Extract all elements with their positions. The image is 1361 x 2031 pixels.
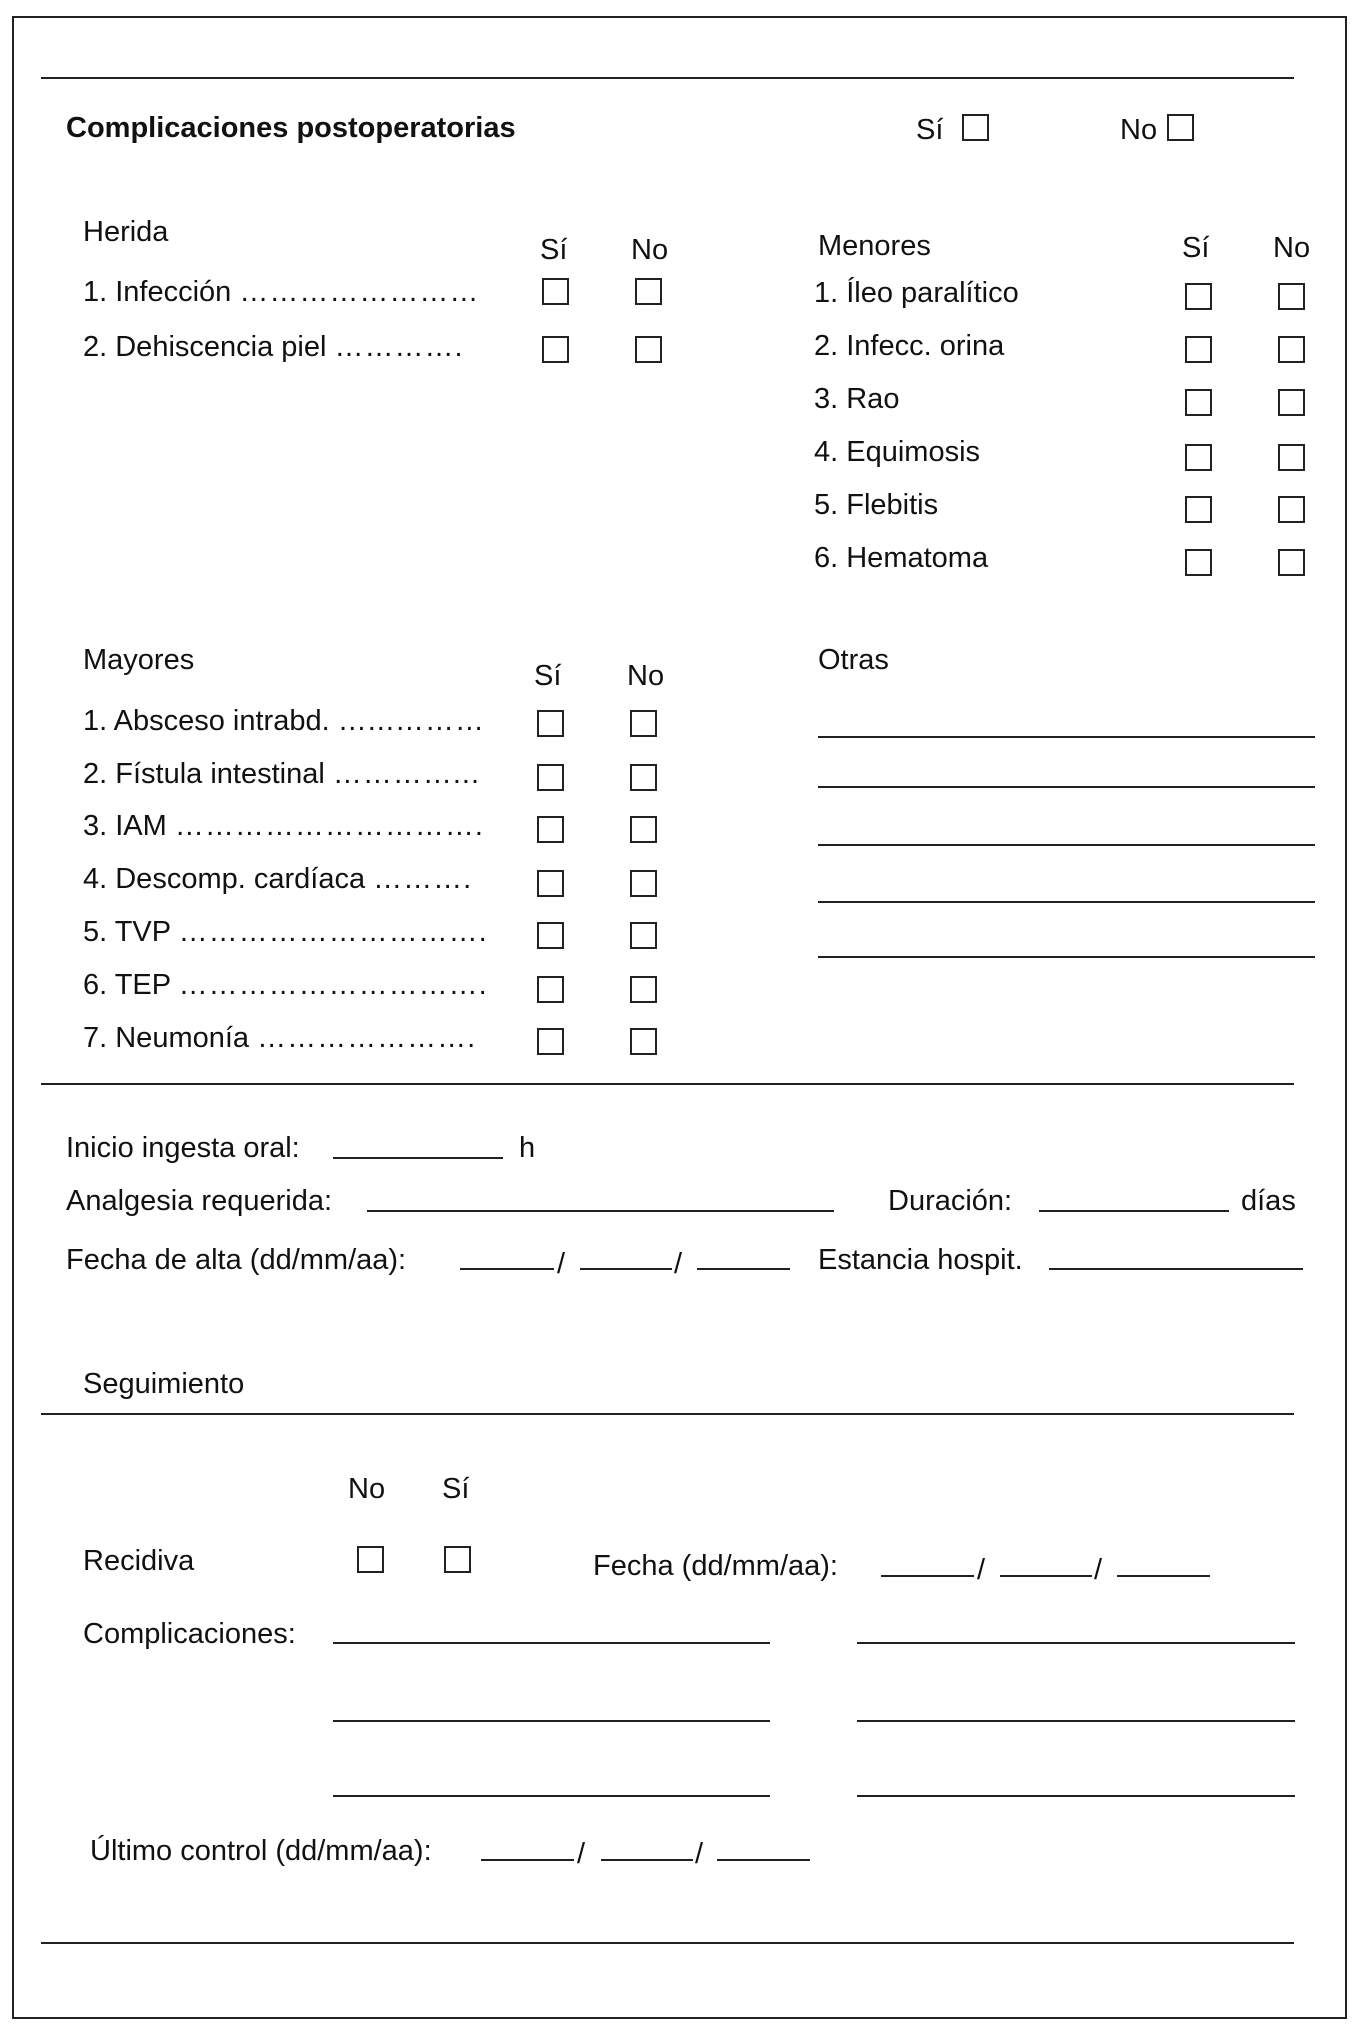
- mayores-iam-si-checkbox[interactable]: [537, 816, 564, 843]
- mayores-item-text: 7. Neumonía: [83, 1022, 250, 1054]
- ultimo-control-day-line[interactable]: [481, 1859, 574, 1861]
- mayores-descomp-no-checkbox[interactable]: [630, 870, 657, 897]
- mayores-neumonia-si-checkbox[interactable]: [537, 1028, 564, 1055]
- complicaciones-input-line[interactable]: [333, 1720, 770, 1722]
- mayores-item-label: [83, 865, 472, 894]
- mayores-item-text: 5. TVP: [83, 916, 171, 948]
- mayores-fistula-si-checkbox[interactable]: [537, 764, 564, 791]
- header-si-checkbox[interactable]: [962, 114, 989, 141]
- menores-no-header: No: [1273, 232, 1311, 264]
- seguimiento-si-header: Sí: [442, 1473, 470, 1505]
- recidiva-fecha-year-line[interactable]: [1117, 1575, 1210, 1577]
- menores-flebitis-si-checkbox[interactable]: [1185, 496, 1212, 523]
- herida-no-header: No: [631, 234, 669, 266]
- ultimo-control-label: Último control (dd/mm/aa):: [90, 1835, 432, 1867]
- mayores-item-leader: ………………………….: [178, 916, 488, 948]
- mayores-item-text: 6. TEP: [83, 969, 171, 1001]
- complicaciones-input-line[interactable]: [333, 1642, 770, 1644]
- mayores-descomp-si-checkbox[interactable]: [537, 870, 564, 897]
- otras-input-line[interactable]: [818, 844, 1315, 846]
- recidiva-fecha-label: Fecha (dd/mm/aa):: [593, 1550, 838, 1582]
- complicaciones-input-line[interactable]: [857, 1642, 1295, 1644]
- herida-infeccion-si-checkbox[interactable]: [542, 278, 569, 305]
- analgesia-input-line[interactable]: [367, 1210, 834, 1212]
- herida-item-text: 2. Dehiscencia piel: [83, 331, 327, 363]
- fecha-alta-day-line[interactable]: [460, 1268, 554, 1270]
- mayores-item-text: 3. IAM: [83, 810, 167, 842]
- herida-si-header: Sí: [540, 234, 568, 266]
- date-separator: /: [674, 1248, 683, 1280]
- menores-infecc-orina-no-checkbox[interactable]: [1278, 336, 1305, 363]
- date-separator: /: [1094, 1554, 1103, 1586]
- herida-item-text: 1. Infección: [83, 276, 232, 308]
- mayores-item-leader: …………...: [332, 758, 481, 790]
- seguimiento-no-header: No: [348, 1473, 386, 1505]
- menores-item-label: 5. Flebitis: [814, 489, 939, 521]
- herida-infeccion-no-checkbox[interactable]: [635, 278, 662, 305]
- mayores-no-header: No: [627, 660, 665, 692]
- otras-title: Otras: [818, 644, 889, 676]
- header-no-label: No: [1120, 114, 1158, 146]
- duracion-unit: días: [1241, 1185, 1296, 1217]
- mayores-item-label: [83, 812, 484, 841]
- header-no-checkbox[interactable]: [1167, 114, 1194, 141]
- date-separator: /: [557, 1248, 566, 1280]
- otras-input-line[interactable]: [818, 956, 1315, 958]
- menores-item-label: 2. Infecc. orina: [814, 330, 1005, 362]
- menores-item-label: 3. Rao: [814, 383, 900, 415]
- mayores-iam-no-checkbox[interactable]: [630, 816, 657, 843]
- mayores-tep-no-checkbox[interactable]: [630, 976, 657, 1003]
- form-title: Complicaciones postoperatorias: [66, 112, 516, 144]
- form-frame: [12, 16, 1347, 2019]
- date-separator: /: [577, 1838, 586, 1870]
- ultimo-control-year-line[interactable]: [717, 1859, 810, 1861]
- date-separator: /: [695, 1838, 704, 1870]
- complicaciones-input-line[interactable]: [857, 1795, 1295, 1797]
- fecha-alta-month-line[interactable]: [580, 1268, 672, 1270]
- menores-rao-si-checkbox[interactable]: [1185, 389, 1212, 416]
- top-divider: [41, 77, 1294, 79]
- seguimiento-divider: [41, 1413, 1294, 1415]
- duracion-input-line[interactable]: [1039, 1210, 1229, 1212]
- mayores-item-label: [83, 918, 488, 947]
- mayores-item-leader: …...………: [337, 705, 485, 737]
- menores-equimosis-si-checkbox[interactable]: [1185, 444, 1212, 471]
- menores-item-label: 1. Íleo paralítico: [814, 277, 1019, 309]
- ultimo-control-month-line[interactable]: [601, 1859, 693, 1861]
- mayores-item-leader: ………………………….: [178, 969, 488, 1001]
- mayores-item-leader: ……….: [373, 863, 473, 895]
- menores-si-header: Sí: [1182, 232, 1210, 264]
- mayores-tvp-no-checkbox[interactable]: [630, 922, 657, 949]
- recidiva-no-checkbox[interactable]: [357, 1546, 384, 1573]
- section-divider: [41, 1083, 1294, 1085]
- menores-rao-no-checkbox[interactable]: [1278, 389, 1305, 416]
- herida-item-leader: ………….: [334, 331, 464, 363]
- recidiva-fecha-day-line[interactable]: [881, 1575, 974, 1577]
- mayores-title: Mayores: [83, 644, 195, 676]
- estancia-input-line[interactable]: [1049, 1268, 1303, 1270]
- otras-input-line[interactable]: [818, 736, 1315, 738]
- estancia-label: Estancia hospit.: [818, 1244, 1023, 1276]
- analgesia-label: Analgesia requerida:: [66, 1185, 333, 1217]
- mayores-si-header: Sí: [534, 660, 562, 692]
- mayores-item-label: [83, 971, 488, 1000]
- menores-equimosis-no-checkbox[interactable]: [1278, 444, 1305, 471]
- menores-item-label: 6. Hematoma: [814, 542, 989, 574]
- otras-input-line[interactable]: [818, 901, 1315, 903]
- mayores-item-label: [83, 1024, 476, 1053]
- herida-item-leader: ……………………: [239, 276, 480, 308]
- mayores-tvp-si-checkbox[interactable]: [537, 922, 564, 949]
- mayores-item-leader: ………………………….: [174, 810, 484, 842]
- ingesta-input-line[interactable]: [333, 1157, 503, 1159]
- mayores-neumonia-no-checkbox[interactable]: [630, 1028, 657, 1055]
- duracion-label: Duración:: [888, 1185, 1013, 1217]
- ingesta-unit: h: [519, 1132, 536, 1164]
- menores-item-label: 4. Equimosis: [814, 436, 981, 468]
- seguimiento-title: Seguimiento: [83, 1368, 245, 1400]
- herida-dehiscencia-si-checkbox[interactable]: [542, 336, 569, 363]
- herida-dehiscencia-no-checkbox[interactable]: [635, 336, 662, 363]
- mayores-absceso-si-checkbox[interactable]: [537, 710, 564, 737]
- fecha-alta-label: Fecha de alta (dd/mm/aa):: [66, 1244, 407, 1276]
- herida-title: Herida: [83, 216, 169, 248]
- menores-title: Menores: [818, 230, 931, 262]
- complicaciones-label: Complicaciones:: [83, 1618, 296, 1650]
- otras-input-line[interactable]: [818, 786, 1315, 788]
- mayores-item-label: [83, 707, 485, 736]
- mayores-fistula-no-checkbox[interactable]: [630, 764, 657, 791]
- mayores-item-leader: ………………….: [257, 1022, 477, 1054]
- menores-flebitis-no-checkbox[interactable]: [1278, 496, 1305, 523]
- menores-ileo-si-checkbox[interactable]: [1185, 283, 1212, 310]
- recidiva-fecha-month-line[interactable]: [1000, 1575, 1092, 1577]
- mayores-item-text: 4. Descomp. cardíaca: [83, 863, 366, 895]
- mayores-item-text: 1. Absceso intrabd.: [83, 705, 330, 737]
- mayores-item-label: [83, 760, 480, 789]
- complicaciones-input-line[interactable]: [857, 1720, 1295, 1722]
- mayores-absceso-no-checkbox[interactable]: [630, 710, 657, 737]
- header-si-label: Sí: [916, 114, 944, 146]
- ingesta-label: Inicio ingesta oral:: [66, 1132, 300, 1164]
- menores-hematoma-no-checkbox[interactable]: [1278, 549, 1305, 576]
- menores-hematoma-si-checkbox[interactable]: [1185, 549, 1212, 576]
- herida-item-label: [83, 333, 464, 362]
- mayores-tep-si-checkbox[interactable]: [537, 976, 564, 1003]
- recidiva-label: Recidiva: [83, 1545, 195, 1577]
- complicaciones-input-line[interactable]: [333, 1795, 770, 1797]
- mayores-item-text: 2. Fístula intestinal: [83, 758, 325, 790]
- fecha-alta-year-line[interactable]: [697, 1268, 790, 1270]
- menores-infecc-orina-si-checkbox[interactable]: [1185, 336, 1212, 363]
- herida-item-label: [83, 278, 479, 307]
- bottom-divider: [41, 1942, 1294, 1944]
- menores-ileo-no-checkbox[interactable]: [1278, 283, 1305, 310]
- date-separator: /: [977, 1554, 986, 1586]
- recidiva-si-checkbox[interactable]: [444, 1546, 471, 1573]
